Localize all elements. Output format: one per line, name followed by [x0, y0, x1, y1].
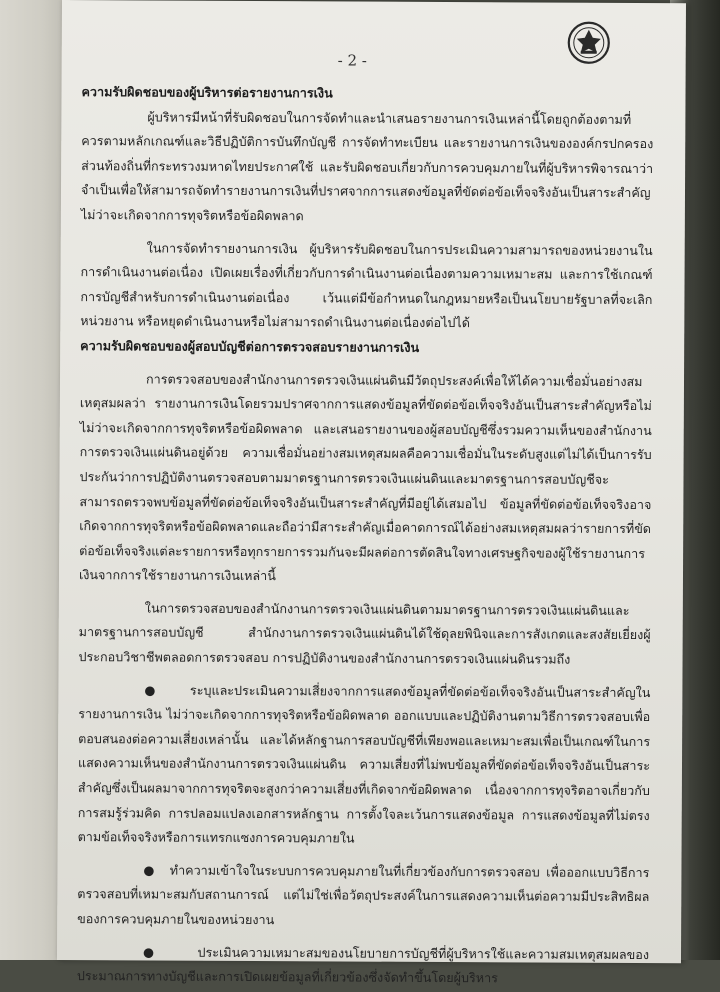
bullet-text: ประเมินความเหมาะสมของนโยบายการบัญชีที่ผู้บริหารใช้และความสมเหตุสมผลของประมาณการทางบัญชีและการเปิดเผยข้อมูลที่เกี่ยวข้องซึ่งจัดทำขึ้นโดยผู้บริหาร [76, 944, 650, 986]
paragraph: ผู้บริหารมีหน้าที่รับผิดชอบในการจัดทำและนำเสนอรายงานการเงินเหล่านี้โดยถูกต้องตามที่ควรตามหลักเกณฑ์และวิธีปฏิบัติการบันทึกบัญชี การจัดทำทะเบียน และรายงานการเงินขององค์กรปกครองส่วนท้องถิ่นที่กระทรวงมหาดไทยประกาศใช้ และรับผิดชอบเกี่ยวกับการควบคุมภายในที่ผู้บริหารพิจารณาว่า จำเป็นเพื่อให้สามารถจัดทำรายงานการเงินที่ปราศจากการแสดงข้อมูลที่ขัดต่อข้อเท็จจริงอันเป็นสาระสำคัญไม่ว่าจะเกิดจากการทุจริตหรือข้อผิดพลาด [80, 109, 654, 224]
bullet-text: ทำความเข้าใจในระบบการควบคุมภายในที่เกี่ยวข้องกับการตรวจสอบ เพื่อออกแบบวิธีการตรวจสอบที่เหมาะสมกับสถานการณ์ แต่ไม่ใช่เพื่อวัตถุประสงค์ในการแสดงความเห็นต่อความมีประสิทธิผลของการควบคุมภายในของหน่วยงาน [77, 862, 650, 928]
section-heading: ความรับผิดชอบของผู้บริหารต่อรายงานการเงิน [81, 84, 333, 101]
paragraph: การตรวจสอบของสำนักงานการตรวจเงินแผ่นดินมีวัตถุประสงค์เพื่อให้ได้ความเชื่อมั่นอย่างสมเหตุสมผลว่า รายงานการเงินโดยรวมปราศจากการแสดงข้อมูลที่ขัดต่อข้อเท็จจริงอันเป็นสาระสำคัญหรือไม่ ไม่ว่าจะเกิดจากการทุจริตหรือข้อผิดพลาด และเสนอรายงานของผู้สอบบัญชีซึ่งรวมความเห็นของสำนักงานการตรวจเงินแผ่นดินอยู่ด้วย ความเชื่อมั่นอย่างสมเหตุสมผลคือความเชื่อมั่นในระดับสูงแต่ไม่ได้เป็นการรับประกันว่าการปฏิบัติงานตรวจสอบตามมาตรฐานการตรวจเงินแผ่นดินและมาตรฐานการสอบบัญชีจะสามารถตรวจพบข้อมูลที่ขัดต่อข้อเท็จจริงอันเป็นสาระสำคัญที่มีอยู่ได้เสมอไป ข้อมูลที่ขัดต่อข้อเท็จจริงอาจเกิดจากการทุจริตหรือข้อผิดพลาดและถือว่ามีสาระสำคัญเมื่อคาดการณ์ได้อย่างสมเหตุสมผลว่ารายการที่ขัดต่อข้อเท็จจริงแต่ละรายการหรือทุกรายการรวมกันจะมีผลต่อการตัดสินใจทางเศรษฐกิจของผู้ใช้รายงานการเงินจากการใช้รายงานการเงินเหล่านี้ [78, 370, 652, 584]
bullet-item [78, 678, 651, 853]
bullet-item [77, 858, 649, 935]
bullet-item [77, 940, 649, 992]
document-body [77, 80, 654, 992]
page-number: - 2 - [337, 51, 367, 70]
document-page [57, 0, 686, 986]
paragraph: ในการจัดทำรายงานการเงิน ผู้บริหารรับผิดชอบในการประเมินความสามารถของหน่วยงานในการดำเนินงานต่อเนื่อง เปิดเผยเรื่องที่เกี่ยวกับการดำเนินงานต่อเนื่องตามความเหมาะสม และการใช้เกณฑ์การบัญชีสำหรับการดำเนินงานต่อเนื่อง เว้นแต่มีข้อกำหนดในกฎหมายหรือเป็นนโยบายรัฐบาลที่จะเลิกหน่วยงาน หรือหยุดดำเนินงานหรือไม่สามารถดำเนินงานต่อเนื่องต่อไปได้ [80, 240, 653, 331]
bullet-icon: ● [144, 682, 165, 698]
bullet-icon: ● [142, 944, 166, 960]
paragraph: ในการตรวจสอบของสำนักงานการตรวจเงินแผ่นดินตามมาตรฐานการตรวจเงินแผ่นดินและมาตรฐานการสอบบัญชี สำนักงานการตรวจเงินแผ่นดินได้ใช้ดุลยพินิจและการสังเกตและสงสัยเยี่ยงผู้ประกอบวิชาชีพตลอดการตรวจสอบ การปฏิบัติงานของสำนักงานการตรวจเงินแผ่นดินรวมถึง [78, 600, 651, 667]
section-heading: ความรับผิดชอบของผู้สอบบัญชีต่อการตรวจสอบรายงานการเงิน [80, 338, 420, 355]
bullet-text: ระบุและประเมินความเสี่ยงจากการแสดงข้อมูลที่ขัดต่อข้อเท็จจริงอันเป็นสาระสำคัญในรายงานการเงิน ไม่ว่าจะเกิดจากการทุจริตหรือข้อผิดพลาด ออกแบบและปฏิบัติงานตามวิธีการตรวจสอบเพื่อตอบสนองต่อความเสี่ยงเหล่านั้น และได้หลักฐานการสอบบัญชีที่เพียงพอและเหมาะสมเพื่อเป็นเกณฑ์ในการแสดงความเห็นของสำนักงานการตรวจเงินแผ่นดิน ความเสี่ยงที่ไม่พบข้อมูลที่ขัดต่อข้อเท็จจริงอันเป็นสาระสำคัญซึ่งเป็นผลมาจากการทุจริตจะสูงกว่าความเสี่ยงที่เกิดจากข้อผิดพลาด เนื่องจากการทุจริตอาจเกี่ยวกับการสมรู้ร่วมคิด การปลอมแปลงเอกสารหลักฐาน การตั้งใจละเว้นการแสดงข้อมูล การแสดงข้อมูลที่ไม่ตรงตามข้อเท็จจริงหรือการแทรกแซงการควบคุมภายใน [77, 682, 651, 846]
bullet-icon: ● [143, 862, 157, 878]
seal-icon [567, 21, 611, 65]
